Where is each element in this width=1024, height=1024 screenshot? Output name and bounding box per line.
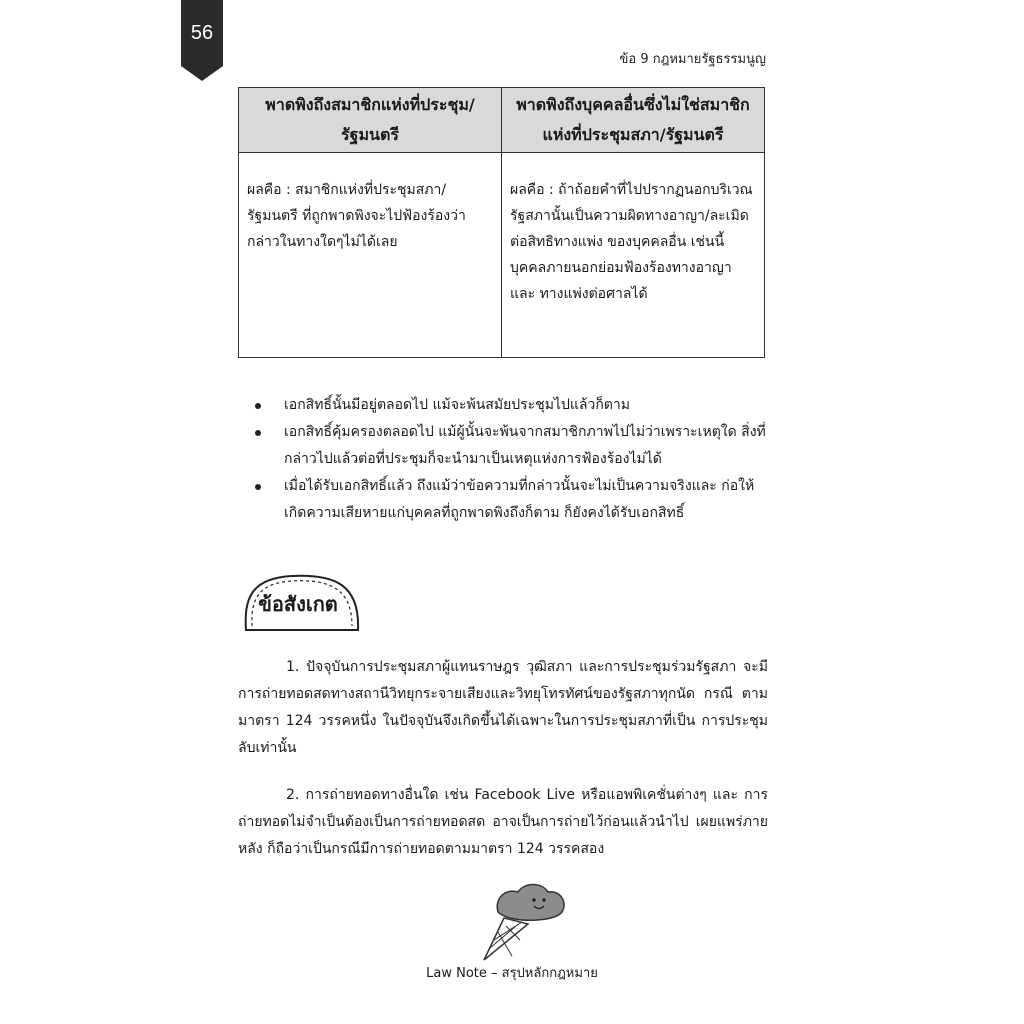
table-header-row	[239, 88, 765, 153]
running-head: ข้อ 9 กฎหมายรัฐธรรมนูญ	[619, 52, 766, 67]
comparison-table	[238, 87, 765, 358]
ice-cream-mascot-icon	[476, 878, 572, 962]
bullet-list	[250, 392, 770, 527]
note-paragraph: 2. การถ่ายทอดทางอื่นใด เช่น Facebook Live หรือแอพพิเคชั่นต่างๆ และ การถ่ายทอดไม่จำเป็นต้องเป็นการถ่ายทอดสด อาจเป็นการถ่ายไว้ก่อนแล้วนำไป เผยแพร่ภายหลัง ก็ถือว่าเป็นกรณีมีการถ่ายทอดตามมาตรา 124 วรรคสอง	[238, 787, 768, 857]
list-item: เมื่อได้รับเอกสิทธิ์แล้ว ถึงแม้ว่าข้อความที่กล่าวนั้นจะไม่เป็นความจริงและ ก่อให้เกิดความเสียหายแก่บุคคลที่ถูกพาดพิงถึงก็ตาม ก็ยังคงได้รับเอกสิทธิ์	[250, 473, 770, 527]
table-cell: ผลคือ : ถ้าถ้อยคำที่ไปปรากฏนอกบริเวณ รัฐสภานั้นเป็นความผิดทางอาญา/ละเมิด ต่อสิทธิทางแพ่ง ของบุคคลอื่น เช่นนี้ บุคคลภายนอกย่อมฟ้องร้องทางอาญาและ ทางแพ่งต่อศาลได้	[502, 153, 765, 358]
table-header-cell: พาดพิงถึงบุคคลอื่นซึ่งไม่ใช่สมาชิก แห่งที่ประชุมสภา/รัฐมนตรี	[502, 88, 765, 153]
list-item: เอกสิทธิ์คุ้มครองตลอดไป แม้ผู้นั้นจะพ้นจากสมาชิกภาพไปไม่ว่าเพราะเหตุใด สิ่งที่กล่าวไปแล้วต่อที่ประชุมก็จะนำมาเป็นเหตุแห่งการฟ้องร้องไม่ได้	[250, 419, 770, 473]
table-cell: ผลคือ : สมาชิกแห่งที่ประชุมสภา/ รัฐมนตรี ที่ถูกพาดพิงจะไปฟ้องร้องว่า กล่าวในทางใดๆไม่ได้เลย	[239, 153, 502, 358]
footer-text: Law Note – สรุปหลักกฎหมาย	[426, 966, 598, 981]
table-row	[239, 153, 765, 358]
list-item: เอกสิทธิ์นั้นมีอยู่ตลอดไป แม้จะพ้นสมัยประชุมไปแล้วก็ตาม	[250, 392, 770, 419]
note-paragraph: 1. ปัจจุบันการประชุมสภาผู้แทนราษฎร วุฒิสภา และการประชุมร่วมรัฐสภา จะมี การถ่ายทอดสดทางสถานีวิทยุกระจายเสียงและวิทยุโทรทัศน์ของรัฐสภาทุกนัด กรณี ตามมาตรา 124 วรรคหนึ่ง ในปัจจุบันจึงเกิดขึ้นได้เฉพาะในการประชุมสภาที่เป็น การประชุมลับเท่านั้น	[238, 659, 768, 756]
note-title: ข้อสังเกต	[258, 592, 338, 616]
table-header-cell: พาดพิงถึงสมาชิกแห่งที่ประชุม/ รัฐมนตรี	[239, 88, 502, 153]
page-number: 56	[190, 22, 214, 44]
